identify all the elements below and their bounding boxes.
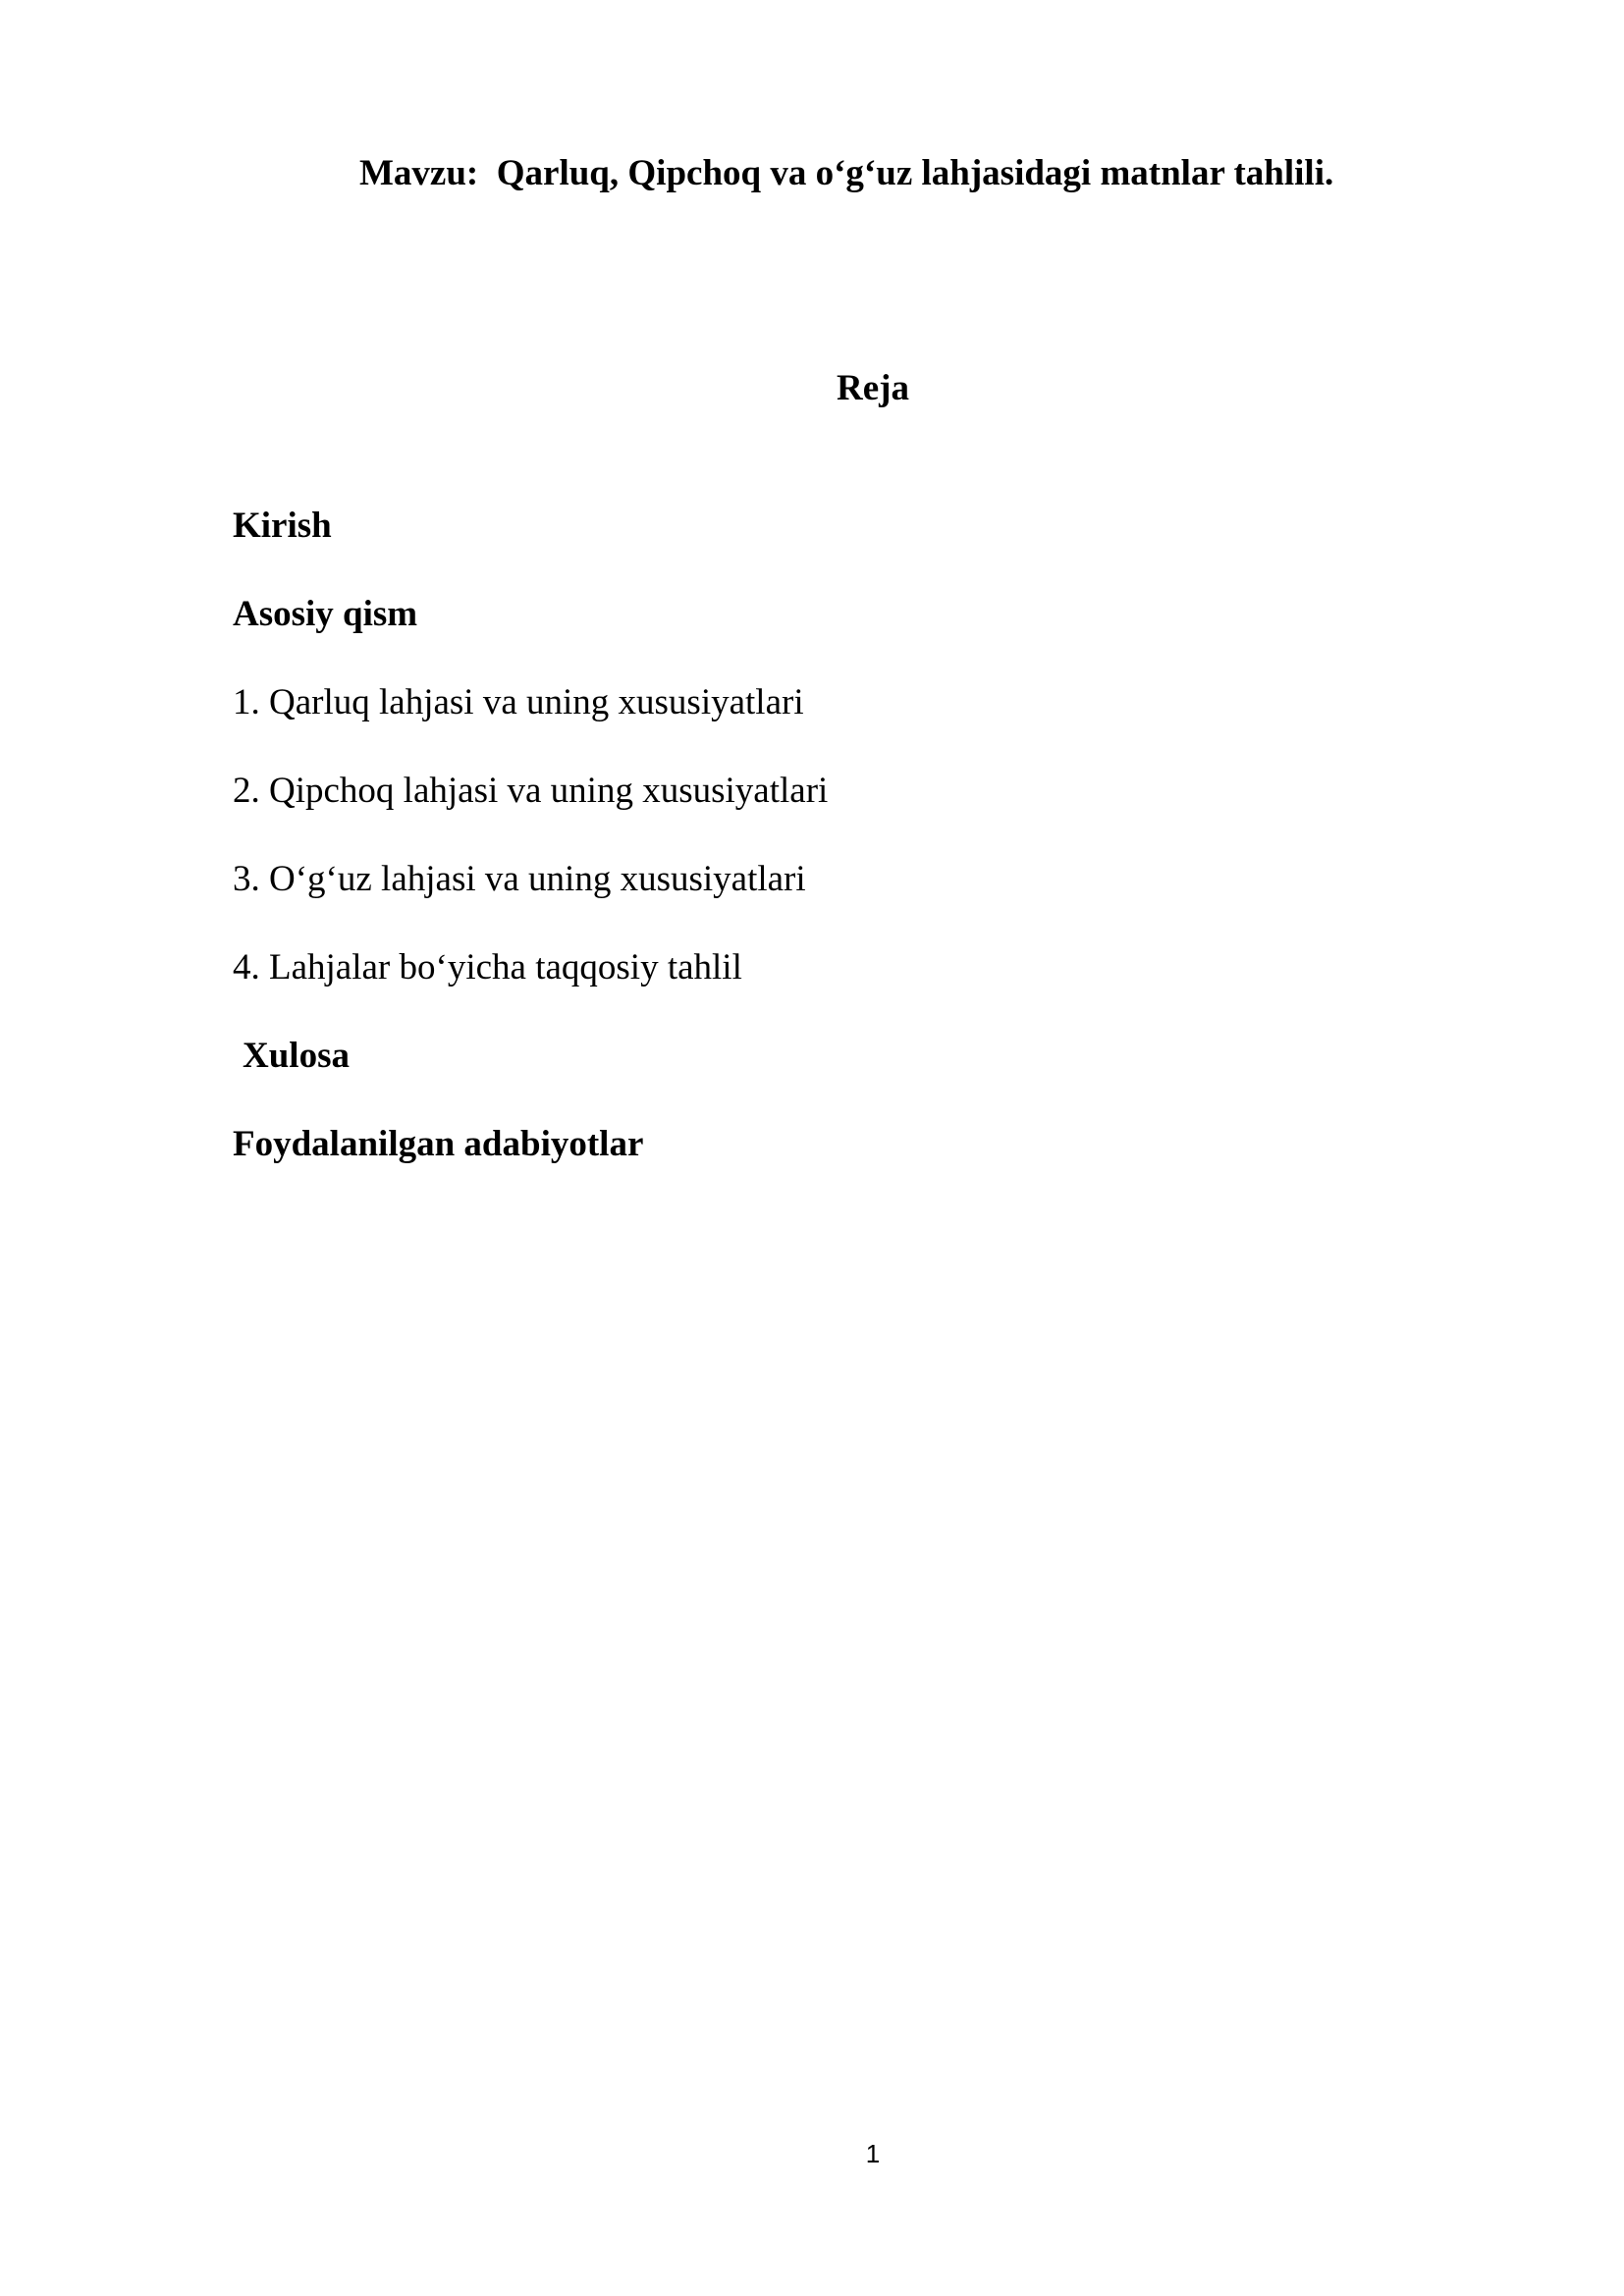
plan-item-main-part: Asosiy qism bbox=[233, 594, 418, 634]
plan-item-references: Foydalanilgan adabiyotlar bbox=[233, 1124, 644, 1164]
plan-item-4: 4. Lahjalar bo‘yicha taqqosiy tahlil bbox=[233, 947, 742, 988]
document-title: Mavzu: Qarluq, Qipchoq va o‘g‘uz lahjasidagi matnlar tahlili. bbox=[359, 153, 1334, 193]
plan-item-introduction: Kirish bbox=[233, 506, 332, 546]
plan-item-conclusion: Xulosa bbox=[243, 1036, 350, 1076]
plan-list bbox=[233, 507, 828, 1214]
plan-item-2: 2. Qipchoq lahjasi va uning xususiyatlari bbox=[233, 771, 829, 811]
plan-item-3: 3. O‘g‘uz lahjasi va uning xususiyatlari bbox=[233, 859, 806, 899]
page-number: 1 bbox=[865, 2139, 881, 2168]
plan-heading: Reja bbox=[837, 368, 909, 408]
plan-item-1: 1. Qarluq lahjasi va uning xususiyatlari bbox=[233, 682, 804, 722]
